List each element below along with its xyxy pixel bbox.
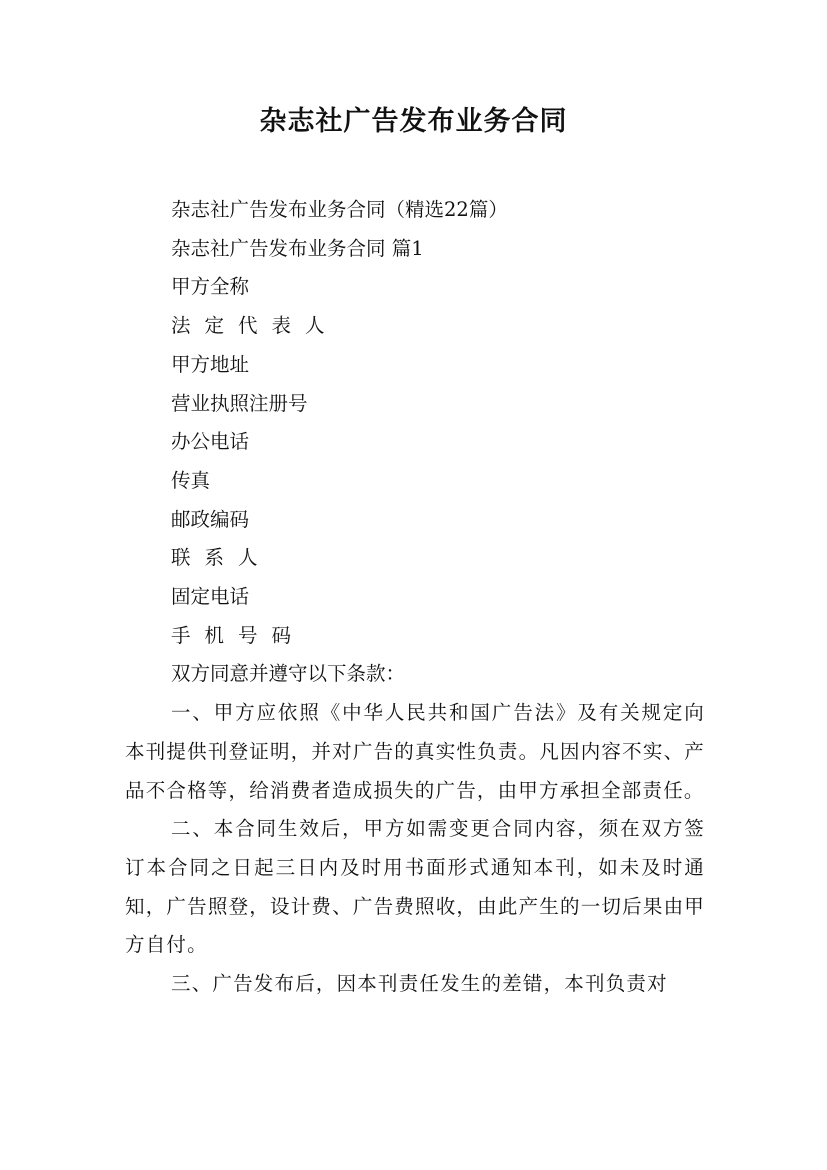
field-legal-representative: 法定代表人 bbox=[171, 314, 339, 338]
field-mobile: 手机号码 bbox=[171, 623, 306, 647]
field-postal-code: 邮政编码 bbox=[171, 507, 250, 531]
subtitle-line: 杂志社广告发布业务合同（精选22篇） bbox=[171, 198, 508, 221]
agreement-intro: 双方同意并遵守以下条款： bbox=[171, 662, 406, 686]
field-office-phone: 办公电话 bbox=[171, 430, 250, 454]
clause-1: 一、甲方应依照《中华人民共和国广告法》及有关规定向本刊提供刊登证明，并对广告的真实性负责。凡因内容不实、产品不合格等，给消费者造成损失的广告，由甲方承担全部责任。 bbox=[125, 701, 705, 802]
field-party-a-name: 甲方全称 bbox=[171, 275, 250, 299]
clause-2: 二、本合同生效后，甲方如需变更合同内容，须在双方签订本合同之日起三日内及时用书面形式通知本刊，如未及时通知，广告照登，设计费、广告费照收，由此产生的一切后果由甲方自付。 bbox=[125, 817, 705, 957]
field-fax: 传真 bbox=[171, 468, 211, 492]
field-contact-person: 联系人 bbox=[171, 546, 272, 570]
document-body bbox=[125, 191, 705, 1004]
section-heading: 杂志社广告发布业务合同 篇1 bbox=[171, 236, 424, 260]
document-title: 杂志社广告发布业务合同 bbox=[259, 106, 568, 137]
field-business-license: 营业执照注册号 bbox=[171, 391, 308, 415]
clause-3: 三、广告发布后，因本刊责任发生的差错，本刊负责对 bbox=[171, 972, 668, 996]
field-landline: 固定电话 bbox=[171, 585, 250, 609]
field-party-a-address: 甲方地址 bbox=[171, 352, 250, 376]
